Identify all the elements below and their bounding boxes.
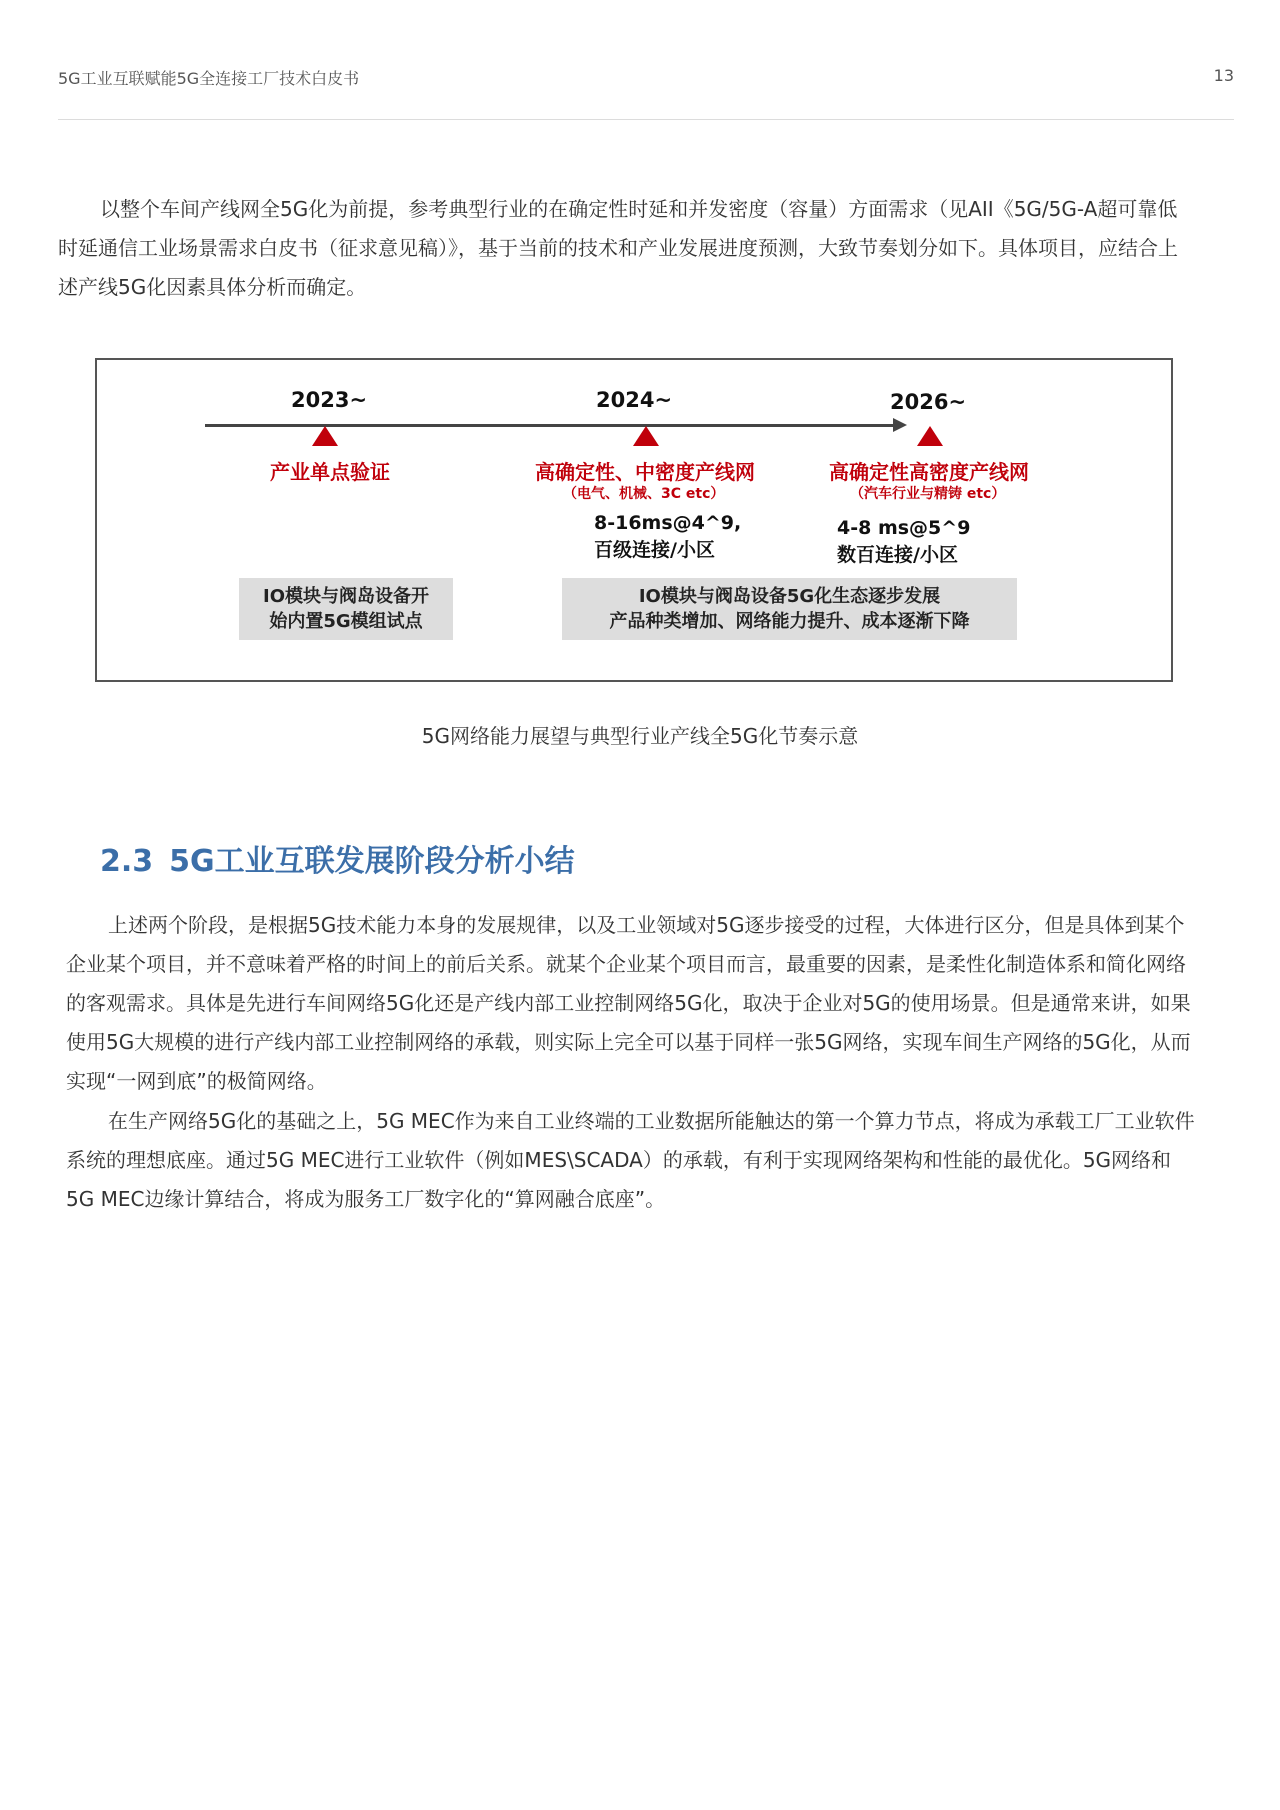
document-title: 5G工业互联赋能5G全连接工厂技术白皮书	[58, 69, 360, 88]
triangle-marker-icon	[917, 426, 943, 446]
figure-caption: 5G网络能力展望与典型行业产线全5G化节奏示意	[421, 724, 859, 748]
header-divider	[58, 119, 1234, 120]
metric-latency-2024: 8-16ms@4^9,	[594, 512, 742, 534]
section-title: 5G工业互联发展阶段分析小结	[169, 844, 575, 879]
section-number: 2.3	[100, 844, 154, 879]
ecosystem-pilot-box	[239, 578, 453, 640]
milestone-year-2024: 2024~	[596, 388, 673, 412]
box-right-line-2: 产品种类增加、网络能力提升、成本逐渐下降	[609, 611, 970, 632]
box-left-line-2: 始内置5G模组试点	[269, 611, 423, 632]
milestone-industries-2024: （电气、机械、3C etc）	[563, 486, 725, 502]
box-right-line-1: IO模块与阀岛设备5G化生态逐步发展	[638, 586, 941, 607]
timeline-axis	[205, 424, 895, 427]
milestone-metric-2026	[837, 515, 970, 569]
section-heading	[100, 836, 575, 880]
metric-connections-2026: 数百连接/小区	[837, 544, 958, 566]
ecosystem-development-box	[562, 578, 1017, 640]
intro-paragraph: 以整个车间产线网全5G化为前提，参考典型行业的在确定性时延和并发密度（容量）方面需求（见AII《5G/5G-A超可靠低时延通信工业场景需求白皮书（征求意见稿）》，基于当前的技术和产业发展进度预测，大致节奏划分如下。具体项目，应结合上述产线5G化因素具体分析而确定。	[58, 197, 1178, 299]
triangle-marker-icon	[633, 426, 659, 446]
milestone-metric-2024	[594, 510, 741, 564]
arrow-right-icon	[893, 418, 907, 432]
page-header	[58, 66, 1234, 86]
milestone-year-2026: 2026~	[890, 390, 967, 414]
summary-paragraph-1: 上述两个阶段，是根据5G技术能力本身的发展规律，以及工业领域对5G逐步接受的过程，大体进行区分，但是具体到某个企业某个项目，并不意味着严格的时间上的前后关系。就某个企业某个项目而言，最重要的因素，是柔性化制造体系和简化网络的客观需求。具体是先进行车间网络5G化还是产线内部工业控制网络5G化，取决于企业对5G的使用场景。但是通常来讲，如果使用5G大规模的进行产线内部工业控制网络的承载，则实际上完全可以基于同样一张5G网络，实现车间生产网络的5G化，从而实现“一网到底”的极简网络。	[66, 913, 1191, 1093]
milestone-title-2023: 产业单点验证	[270, 460, 390, 484]
summary-paragraph-2: 在生产网络5G化的基础之上，5G MEC作为来自工业终端的工业数据所能触达的第一个算力节点，将成为承载工厂工业软件系统的理想底座。通过5G MEC进行工业软件（例如MES\SCADA）的承载，有利于实现网络架构和性能的最优化。5G网络和5G MEC边缘计算结合，将成为服务工厂数字化的“算网融合底座”。	[66, 1109, 1195, 1211]
box-left-line-1: IO模块与阀岛设备开	[263, 586, 429, 607]
triangle-marker-icon	[312, 426, 338, 446]
metric-latency-2026: 4-8 ms@5^9	[837, 517, 971, 539]
milestone-industries-2026: （汽车行业与精铸 etc）	[850, 486, 1006, 502]
timeline-figure	[95, 358, 1173, 682]
metric-connections-2024: 百级连接/小区	[594, 539, 715, 561]
milestone-title-2024: 高确定性、中密度产线网	[535, 460, 755, 484]
milestone-year-2023: 2023~	[291, 388, 368, 412]
milestone-title-2026: 高确定性高密度产线网	[829, 460, 1029, 484]
page-number: 13	[1213, 66, 1234, 85]
